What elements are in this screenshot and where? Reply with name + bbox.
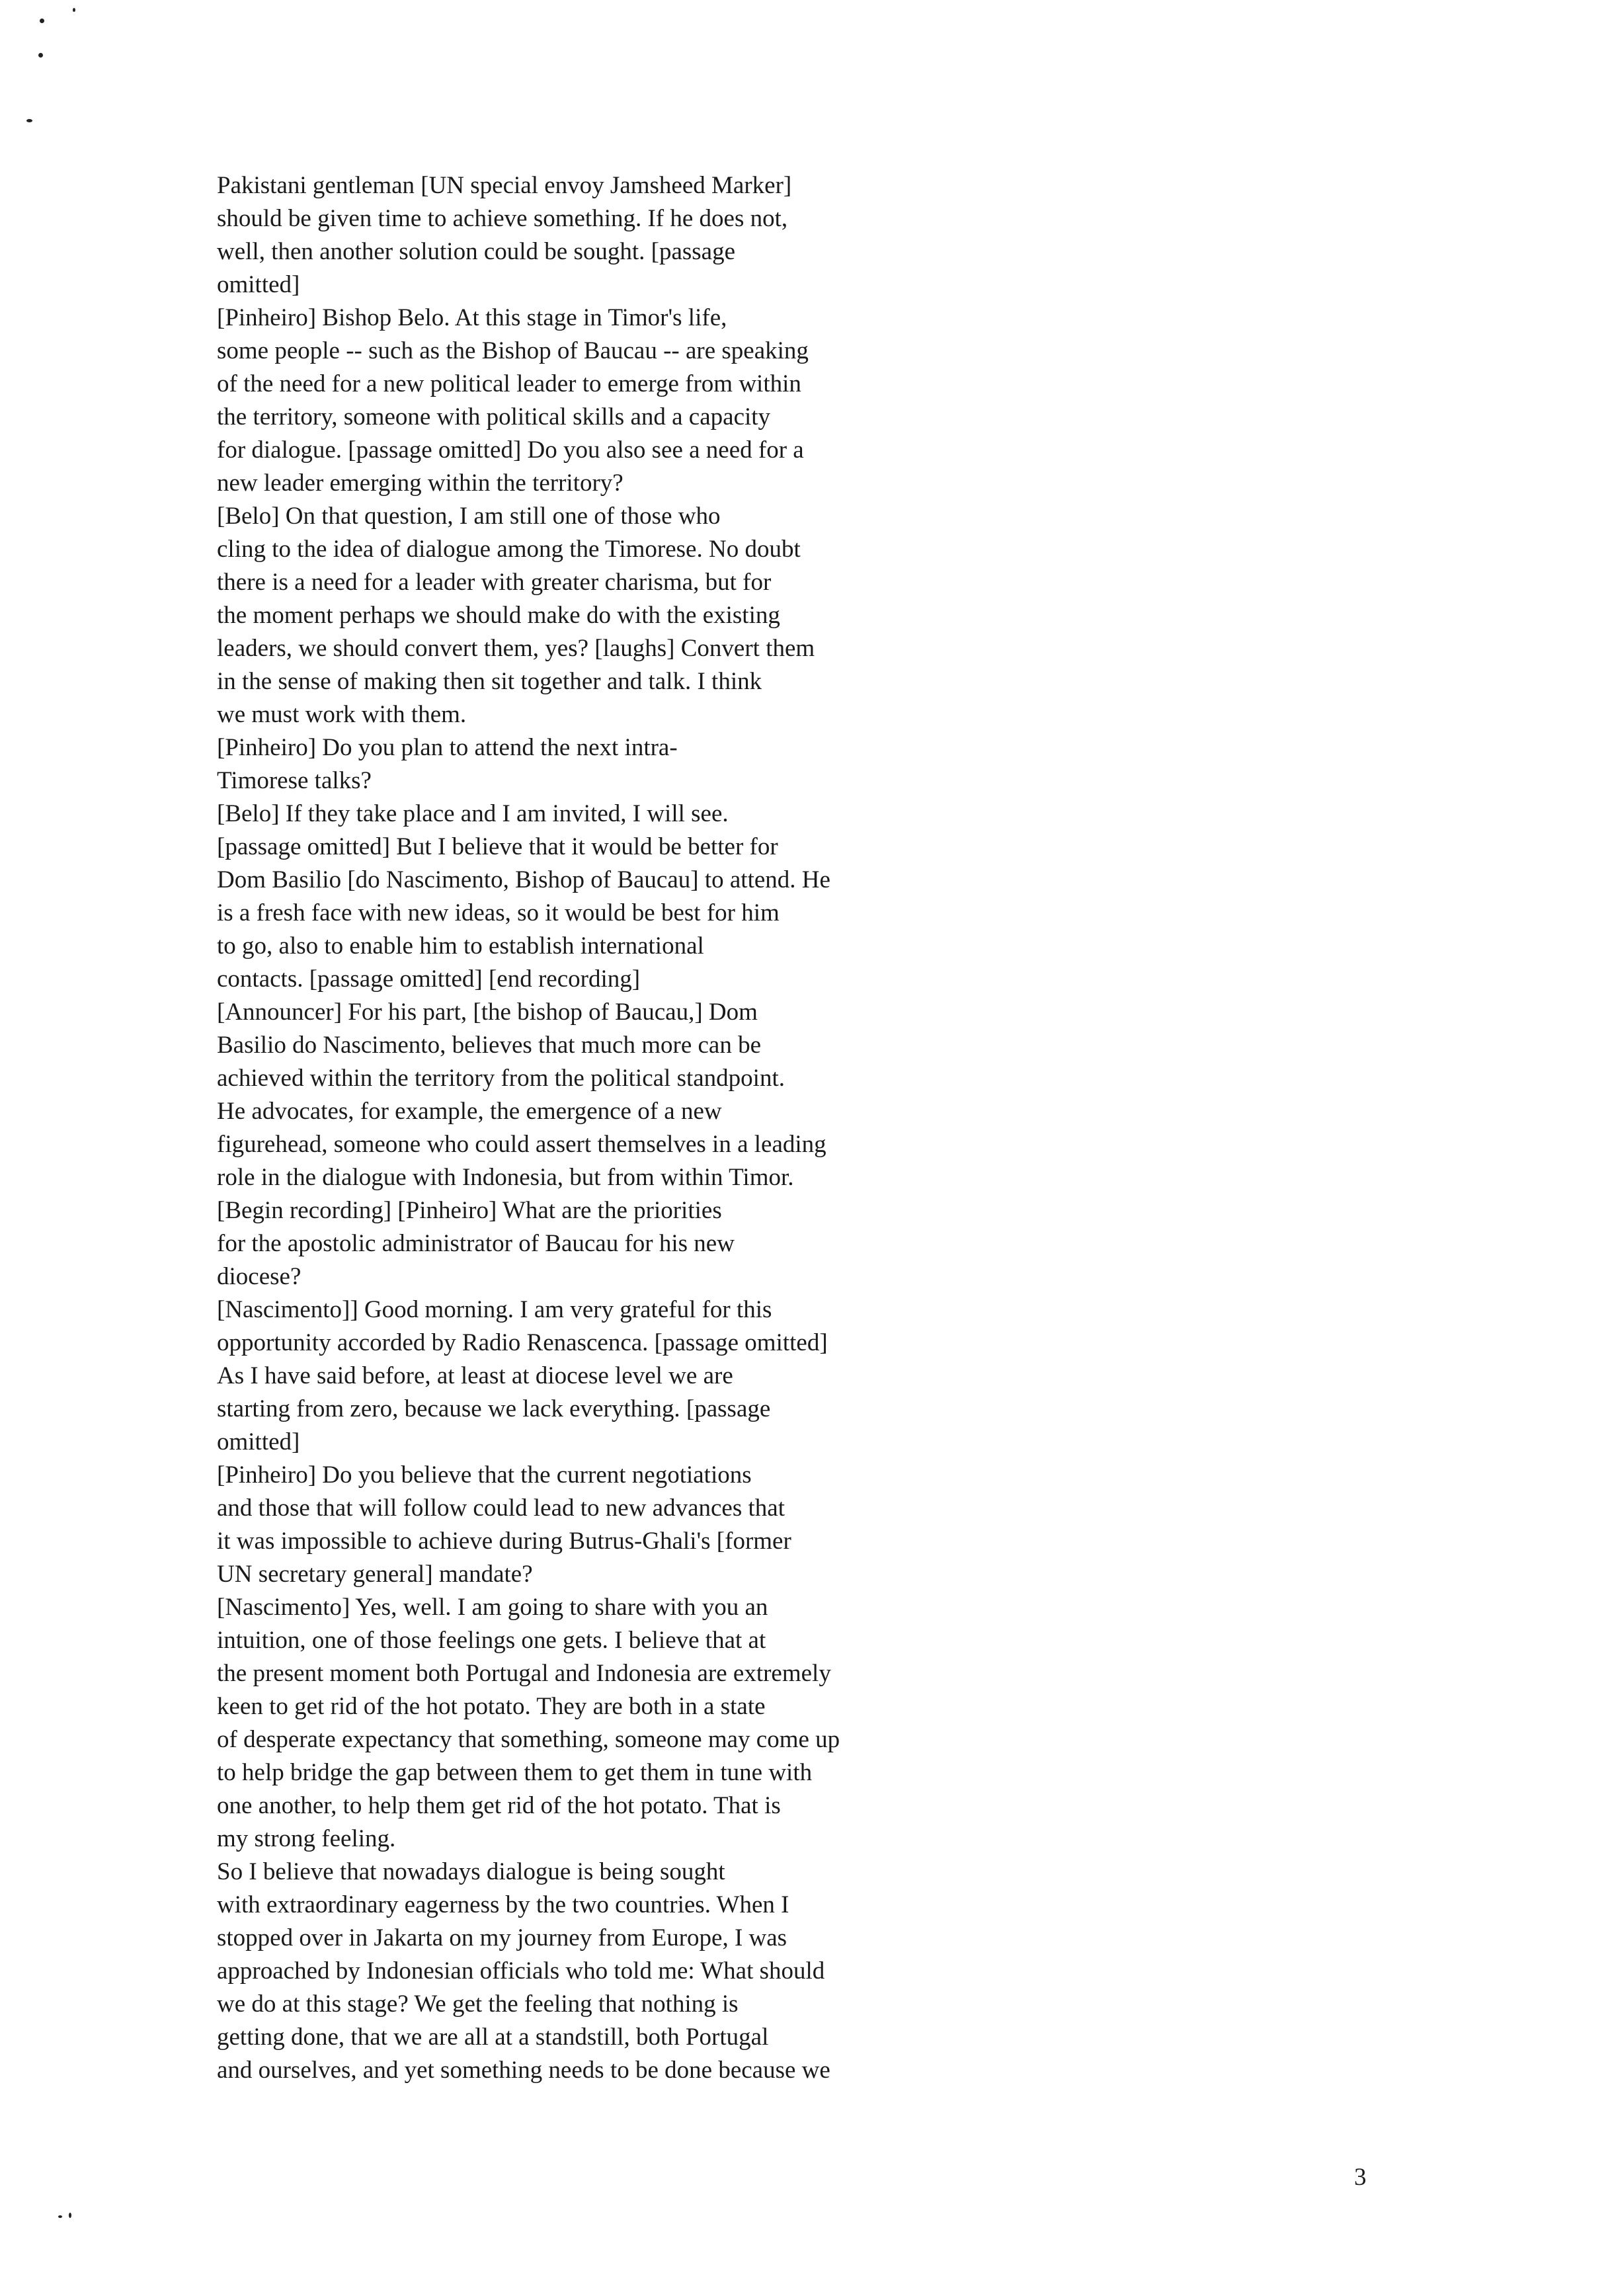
text-line: Timorese talks? [217,767,372,794]
text-line: [Nascimento]] Good morning. I am very grateful for this [217,1296,772,1323]
text-line: to help bridge the gap between them to get them in tune with [217,1759,813,1786]
text-line: role in the dialogue with Indonesia, but from within Timor. [217,1164,794,1191]
text-line: of the need for a new political leader to emerge from within [217,370,801,397]
text-line: my strong feeling. [217,1825,396,1852]
scan-speck [38,53,43,58]
text-line: [Pinheiro] Do you believe that the current negotiations [217,1461,752,1489]
transcript-body [217,169,984,2120]
text-line: [Begin recording] [Pinheiro] What are the priorities [217,1197,722,1224]
text-line: approached by Indonesian officials who told me: What should [217,1957,825,1985]
text-line: the moment perhaps we should make do with the existing [217,602,780,629]
text-line: [Announcer] For his part, [the bishop of Baucau,] Dom [217,999,758,1026]
text-line: cling to the idea of dialogue among the Timorese. No doubt [217,536,801,563]
text-line: keen to get rid of the hot potato. They are both in a state [217,1693,766,1720]
text-line: it was impossible to achieve during Butrus-Ghali's [former [217,1528,791,1555]
text-line: contacts. [passage omitted] [end recording] [217,965,641,993]
text-line: figurehead, someone who could assert themselves in a leading [217,1131,826,1158]
text-line: omitted] [217,1428,300,1456]
text-line: of desperate expectancy that something, someone may come up [217,1726,840,1753]
text-line: diocese? [217,1263,302,1290]
text-line: new leader emerging within the territory? [217,470,623,497]
text-line: [Belo] On that question, I am still one of those who [217,503,721,530]
text-line: opportunity accorded by Radio Renascenca. [passage omitted] [217,1329,828,1356]
text-line: well, then another solution could be sought. [passage [217,238,736,265]
text-line: should be given time to achieve something. If he does not, [217,205,788,232]
text-line: is a fresh face with new ideas, so it would be best for him [217,899,780,926]
text-line: for the apostolic administrator of Baucau for his new [217,1230,735,1257]
text-line: [Belo] If they take place and I am invited, I will see. [217,800,729,827]
text-line: stopped over in Jakarta on my journey from Europe, I was [217,1924,787,1951]
text-line: As I have said before, at least at diocese level we are [217,1362,733,1389]
text-line: starting from zero, because we lack everything. [passage [217,1395,771,1422]
text-line: and ourselves, and yet something needs to be done because we [217,2057,830,2084]
text-line: one another, to help them get rid of the hot potato. That is [217,1792,781,1819]
scan-speck [26,119,32,122]
page-number: 3 [1354,2164,1367,2191]
text-line: [Pinheiro] Do you plan to attend the next intra- [217,734,678,761]
text-line [217,2087,984,2120]
text-line: the territory, someone with political skills and a capacity [217,403,771,430]
scan-speck [73,8,75,12]
text-line: omitted] [217,271,300,298]
text-line: [Nascimento] Yes, well. I am going to share with you an [217,1594,768,1621]
text-line: we must work with them. [217,701,467,728]
text-line: Basilio do Nascimento, believes that much more can be [217,1032,762,1059]
text-line: and those that will follow could lead to new advances that [217,1495,785,1522]
text-line: intuition, one of those feelings one gets. I believe that at [217,1627,766,1654]
text-line: [Pinheiro] Bishop Belo. At this stage in Timor's life, [217,304,727,331]
scan-speck [58,2215,62,2218]
text-line: leaders, we should convert them, yes? [laughs] Convert them [217,635,815,662]
scan-speck [40,19,44,23]
text-line: achieved within the territory from the political standpoint. [217,1065,785,1092]
text-line: some people -- such as the Bishop of Baucau -- are speaking [217,337,809,364]
text-line: with extraordinary eagerness by the two countries. When I [217,1891,789,1918]
text-line: for dialogue. [passage omitted] Do you also see a need for a [217,436,804,464]
text-line: the present moment both Portugal and Indonesia are extremely [217,1660,831,1687]
text-line: He advocates, for example, the emergence of a new [217,1098,722,1125]
text-line: to go, also to enable him to establish international [217,932,704,960]
text-line: Pakistani gentleman [UN special envoy Jamsheed Marker] [217,172,792,199]
text-line: there is a need for a leader with greater charisma, but for [217,569,772,596]
text-line: we do at this stage? We get the feeling that nothing is [217,1990,739,2018]
text-line: getting done, that we are all at a standstill, both Portugal [217,2024,769,2051]
text-line: So I believe that nowadays dialogue is being sought [217,1858,725,1885]
text-line: UN secretary general] mandate? [217,1561,533,1588]
text-line: Dom Basilio [do Nascimento, Bishop of Baucau] to attend. He [217,866,830,893]
text-line: in the sense of making then sit together and talk. I think [217,668,762,695]
text-line: [passage omitted] But I believe that it would be better for [217,833,778,860]
scan-speck [69,2213,71,2218]
